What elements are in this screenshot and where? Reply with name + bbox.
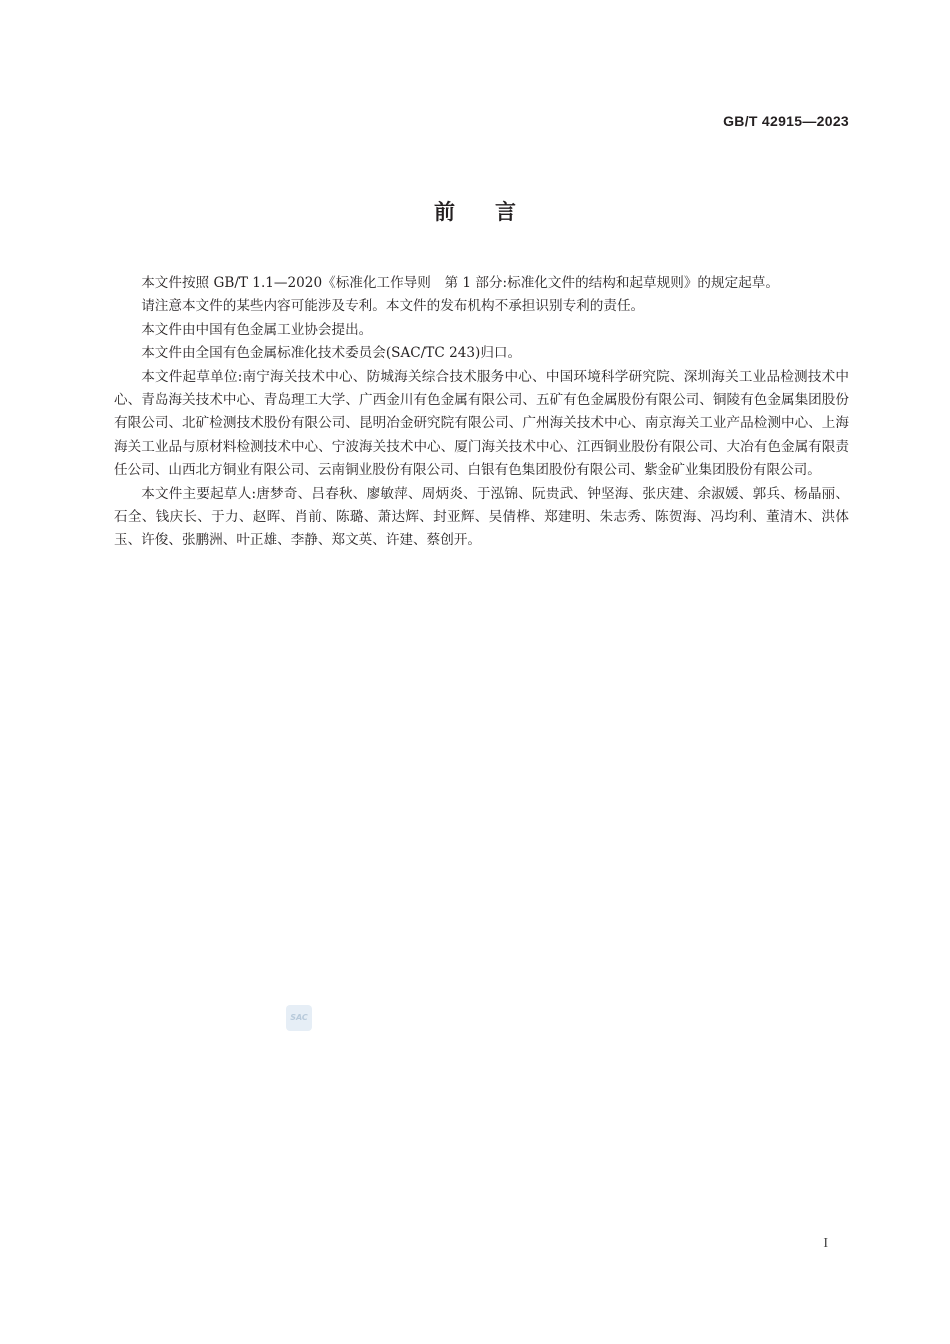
paragraph-drafting-organizations: 本文件起草单位:南宁海关技术中心、防城海关综合技术服务中心、中国环境科学研究院、深圳海关工业品检测技术中心、青岛海关技术中心、青岛理工大学、广西金川有色金属有限公司、五矿有色金属股份有限公司、铜陵有色金属集团股份有限公司、北矿检测技术股份有限公司、昆明冶金研究院有限公司、广州海关技术中心、南京海关工业产品检测中心、上海海关工业品与原材料检测技术中心、宁波海关技术中心、厦门海关技术中心、江西铜业股份有限公司、大冶有色金属有限责任公司、山西北方铜业有限公司、云南铜业股份有限公司、白银有色集团股份有限公司、紫金矿业集团股份有限公司。 <box>114 368 849 479</box>
standard-number: GB/T 42915—2023 <box>723 113 849 129</box>
document-body <box>114 272 849 553</box>
paragraph-committee: 本文件由全国有色金属标准化技术委员会(SAC/TC 243)归口。 <box>141 345 522 362</box>
sac-logo-icon: SAC <box>286 1005 312 1031</box>
paragraph-drafting-rules: 本文件按照 GB/T 1.1—2020《标准化工作导则 第 1 部分:标准化文件的结构和起草规则》的规定起草。 <box>141 275 779 291</box>
paragraph-patent-notice: 请注意本文件的某些内容可能涉及专利。本文件的发布机构不承担识别专利的责任。 <box>141 298 645 315</box>
paragraph-proposer: 本文件由中国有色金属工业协会提出。 <box>141 321 373 338</box>
page-number: I <box>823 1236 828 1251</box>
paragraph-drafters: 本文件主要起草人:唐梦奇、吕春秋、廖敏萍、周炳炎、于泓锦、阮贵武、钟坚海、张庆建、余淑媛、郭兵、杨晶丽、石全、钱庆长、于力、赵晖、肖前、陈璐、萧达辉、封亚辉、吴倩桦、郑建明、朱志秀、陈贺海、冯均利、董清木、洪体玉、许俊、张鹏洲、叶正雄、李静、郑文英、许建、蔡创开。 <box>114 485 849 549</box>
page-title: 前言 <box>434 200 556 224</box>
